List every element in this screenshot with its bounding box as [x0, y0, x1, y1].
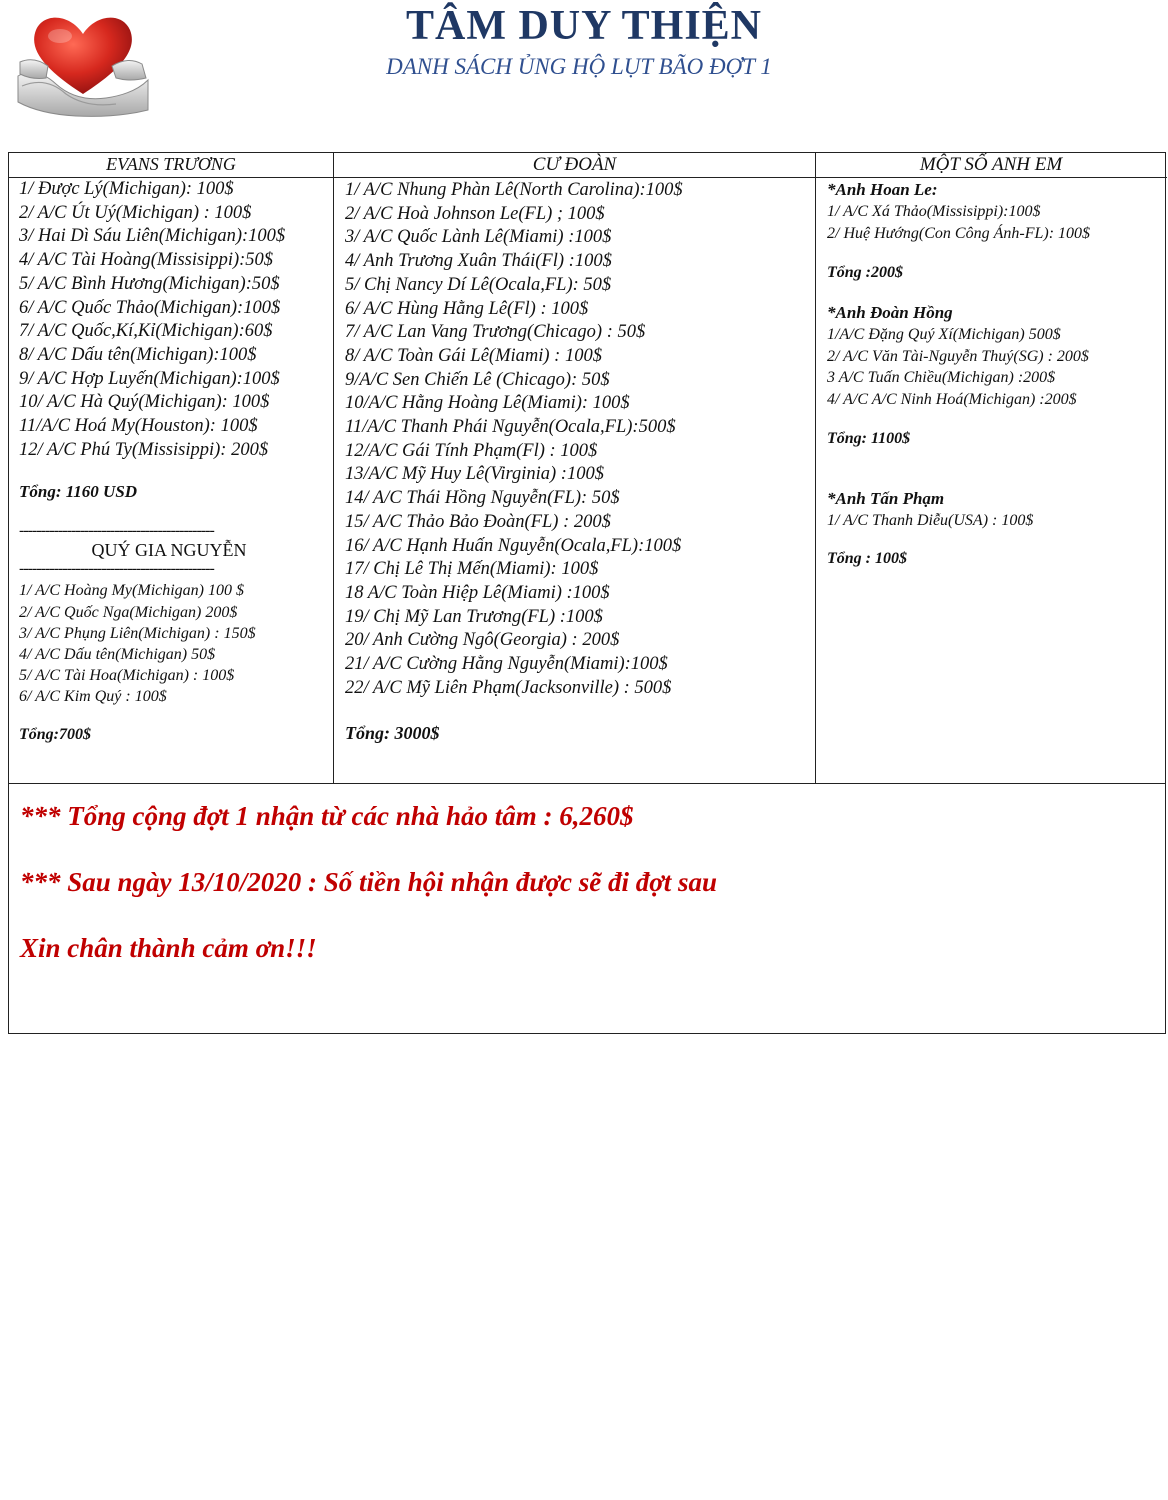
- list-item: 17/ Chị Lê Thị Mến(Miami): 100$: [345, 559, 599, 580]
- group-header: *Anh Hoan Le:: [827, 180, 938, 199]
- sub-entry-list: [19, 580, 333, 707]
- list-item: 6/ A/C Hùng Hằng Lê(Fl) : 100$: [345, 298, 589, 319]
- list-item: 18 A/C Toàn Hiệp Lê(Miami) :100$: [345, 582, 610, 603]
- list-item: 2/ A/C Hoà Johnson Le(FL) ; 100$: [345, 203, 605, 224]
- list-item: 10/A/C Hằng Hoàng Lê(Miami): 100$: [345, 393, 630, 414]
- group-anh-tan-pham: [827, 488, 1166, 568]
- list-item: 8/ A/C Dấu tên(Michigan):100$: [19, 344, 257, 365]
- list-item: 13/A/C Mỹ Huy Lê(Virginia) :100$: [345, 464, 604, 485]
- column-header: EVANS TRƯƠNG: [106, 154, 236, 174]
- list-item: 11/A/C Thanh Phái Nguyễn(Ocala,FL):500$: [345, 417, 676, 438]
- list-item: 4/ A/C Tài Hoàng(Missisippi):50$: [19, 250, 274, 271]
- entry-list: [19, 178, 333, 462]
- thank-you-note: Xin chân thành cảm ơn!!!: [20, 933, 317, 963]
- dashed-divider: ---------------------------------------------: [19, 524, 214, 539]
- list-item: 8/ A/C Toàn Gái Lê(Miami) : 100$: [345, 345, 602, 366]
- column-header: CƯ ĐOÀN: [532, 154, 617, 175]
- group-total: Tổng : 100$: [827, 549, 907, 567]
- list-item: 10/ A/C Hà Quý(Michigan): 100$: [19, 392, 270, 413]
- list-item: 22/ A/C Mỹ Liên Phạm(Jacksonville) : 500$: [345, 677, 672, 698]
- list-item: 11/A/C Hoá My(Houston): 100$: [19, 416, 258, 437]
- list-item: 4/ A/C Dấu tên(Michigan) 50$: [19, 646, 216, 664]
- entry-list: [345, 179, 815, 700]
- list-item: 1/ A/C Thanh Diễu(USA) : 100$: [827, 512, 1034, 529]
- page-title: TÂM DUY THIỆN: [405, 3, 763, 49]
- list-item: 6/ A/C Quốc Thảo(Michigan):100$: [19, 297, 281, 318]
- list-item: 4/ A/C A/C Ninh Hoá(Michigan) :200$: [827, 390, 1077, 408]
- list-item: 2/ A/C Út Uý(Michigan) : 100$: [19, 202, 252, 223]
- group-anh-doan-hong: [827, 302, 1166, 448]
- total-cu-doan: Tổng: 3000$: [345, 723, 440, 744]
- list-item: 7/ A/C Quốc,Kí,Kỉ(Michigan):60$: [19, 321, 273, 342]
- list-item: 12/A/C Gái Tính Phạm(Fl) : 100$: [345, 440, 598, 461]
- list-item: 2/ Huệ Hướng(Con Công Ánh-FL): 100$: [827, 224, 1091, 242]
- total-quy-gia-nguyen: Tổng:700$: [19, 725, 91, 743]
- list-item: 1/A/C Đặng Quý Xí(Michigan) 500$: [827, 326, 1061, 343]
- list-item: 5/ A/C Tài Hoa(Michigan) : 100$: [19, 667, 235, 685]
- list-item: 1/ Được Lý(Michigan): 100$: [19, 179, 234, 199]
- list-item: 14/ A/C Thái Hồng Nguyễn(FL): 50$: [345, 488, 620, 509]
- list-item: 2/ A/C Quốc Nga(Michigan) 200$: [19, 603, 238, 621]
- list-item: 5/ A/C Bình Hương(Michigan):50$: [19, 273, 280, 294]
- list-item: 3/ A/C Quốc Lành Lê(Miami) :100$: [345, 227, 612, 248]
- list-item: 2/ A/C Văn Tài-Nguyễn Thuý(SG) : 200$: [827, 347, 1089, 365]
- grand-total-note: *** Tổng cộng đợt 1 nhận từ các nhà hảo tâm : 6,260$: [20, 801, 634, 831]
- page-subtitle: DANH SÁCH ỦNG HỘ LỤT BÃO ĐỢT 1: [386, 54, 772, 79]
- list-item: 1/ A/C Hoàng My(Michigan) 100 $: [19, 582, 245, 600]
- list-item: 3 A/C Tuấn Chiều(Michigan) :200$: [827, 369, 1056, 386]
- total-evans: Tổng: 1160 USD: [19, 482, 138, 502]
- list-item: 12/ A/C Phú Ty(Missisippi): 200$: [19, 439, 269, 460]
- list-item: 5/ Chị Nancy Dí Lê(Ocala,FL): 50$: [345, 274, 612, 295]
- column-evans-truong: [9, 153, 333, 783]
- list-item: 1/ A/C Xá Thảo(Missisippi):100$: [827, 203, 1041, 220]
- list-item: 19/ Chị Mỹ Lan Trương(FL) :100$: [345, 606, 603, 627]
- list-item: 15/ A/C Thảo Bảo Đoàn(FL) : 200$: [345, 511, 611, 532]
- sub-header-quy-gia-nguyen: QUÝ GIA NGUYỄN: [91, 540, 247, 561]
- table-divider: [9, 783, 1165, 784]
- list-item: 9/ A/C Hợp Luyến(Michigan):100$: [19, 368, 280, 389]
- dashed-divider: ---------------------------------------------: [19, 562, 214, 577]
- list-item: 1/ A/C Nhung Phàn Lê(North Carolina):100$: [345, 180, 683, 200]
- list-item: 6/ A/C Kim Quý : 100$: [19, 688, 167, 706]
- list-item: 20/ Anh Cường Ngô(Georgia) : 200$: [345, 630, 620, 651]
- group-anh-hoan-le: [827, 179, 1166, 282]
- list-item: 16/ A/C Hạnh Huấn Nguyễn(Ocala,FL):100$: [345, 535, 682, 556]
- next-round-note: *** Sau ngày 13/10/2020 : Số tiền hội nhận được sẽ đi đợt sau: [20, 867, 718, 897]
- group-total: Tổng :200$: [827, 264, 903, 281]
- list-item: 21/ A/C Cường Hằng Nguyễn(Miami):100$: [345, 654, 668, 675]
- column-header: MỘT SỐ ANH EM: [919, 154, 1063, 175]
- group-header: *Anh Tấn Phạm: [827, 489, 945, 508]
- list-item: 7/ A/C Lan Vang Trương(Chicago) : 50$: [345, 322, 646, 343]
- list-item: 3/ Hai Dì Sáu Liên(Michigan):100$: [19, 226, 286, 247]
- summary-notes: [20, 800, 717, 998]
- column-cu-doan: [334, 153, 815, 783]
- list-item: 9/A/C Sen Chiến Lê (Chicago): 50$: [345, 369, 610, 390]
- list-item: 4/ Anh Trương Xuân Thái(Fl) :100$: [345, 251, 612, 272]
- list-item: 3/ A/C Phụng Liên(Michigan) : 150$: [19, 624, 256, 642]
- column-mot-so-anh-em: [816, 153, 1166, 783]
- group-header: *Anh Đoàn Hồng: [827, 303, 953, 322]
- group-total: Tổng: 1100$: [827, 430, 911, 447]
